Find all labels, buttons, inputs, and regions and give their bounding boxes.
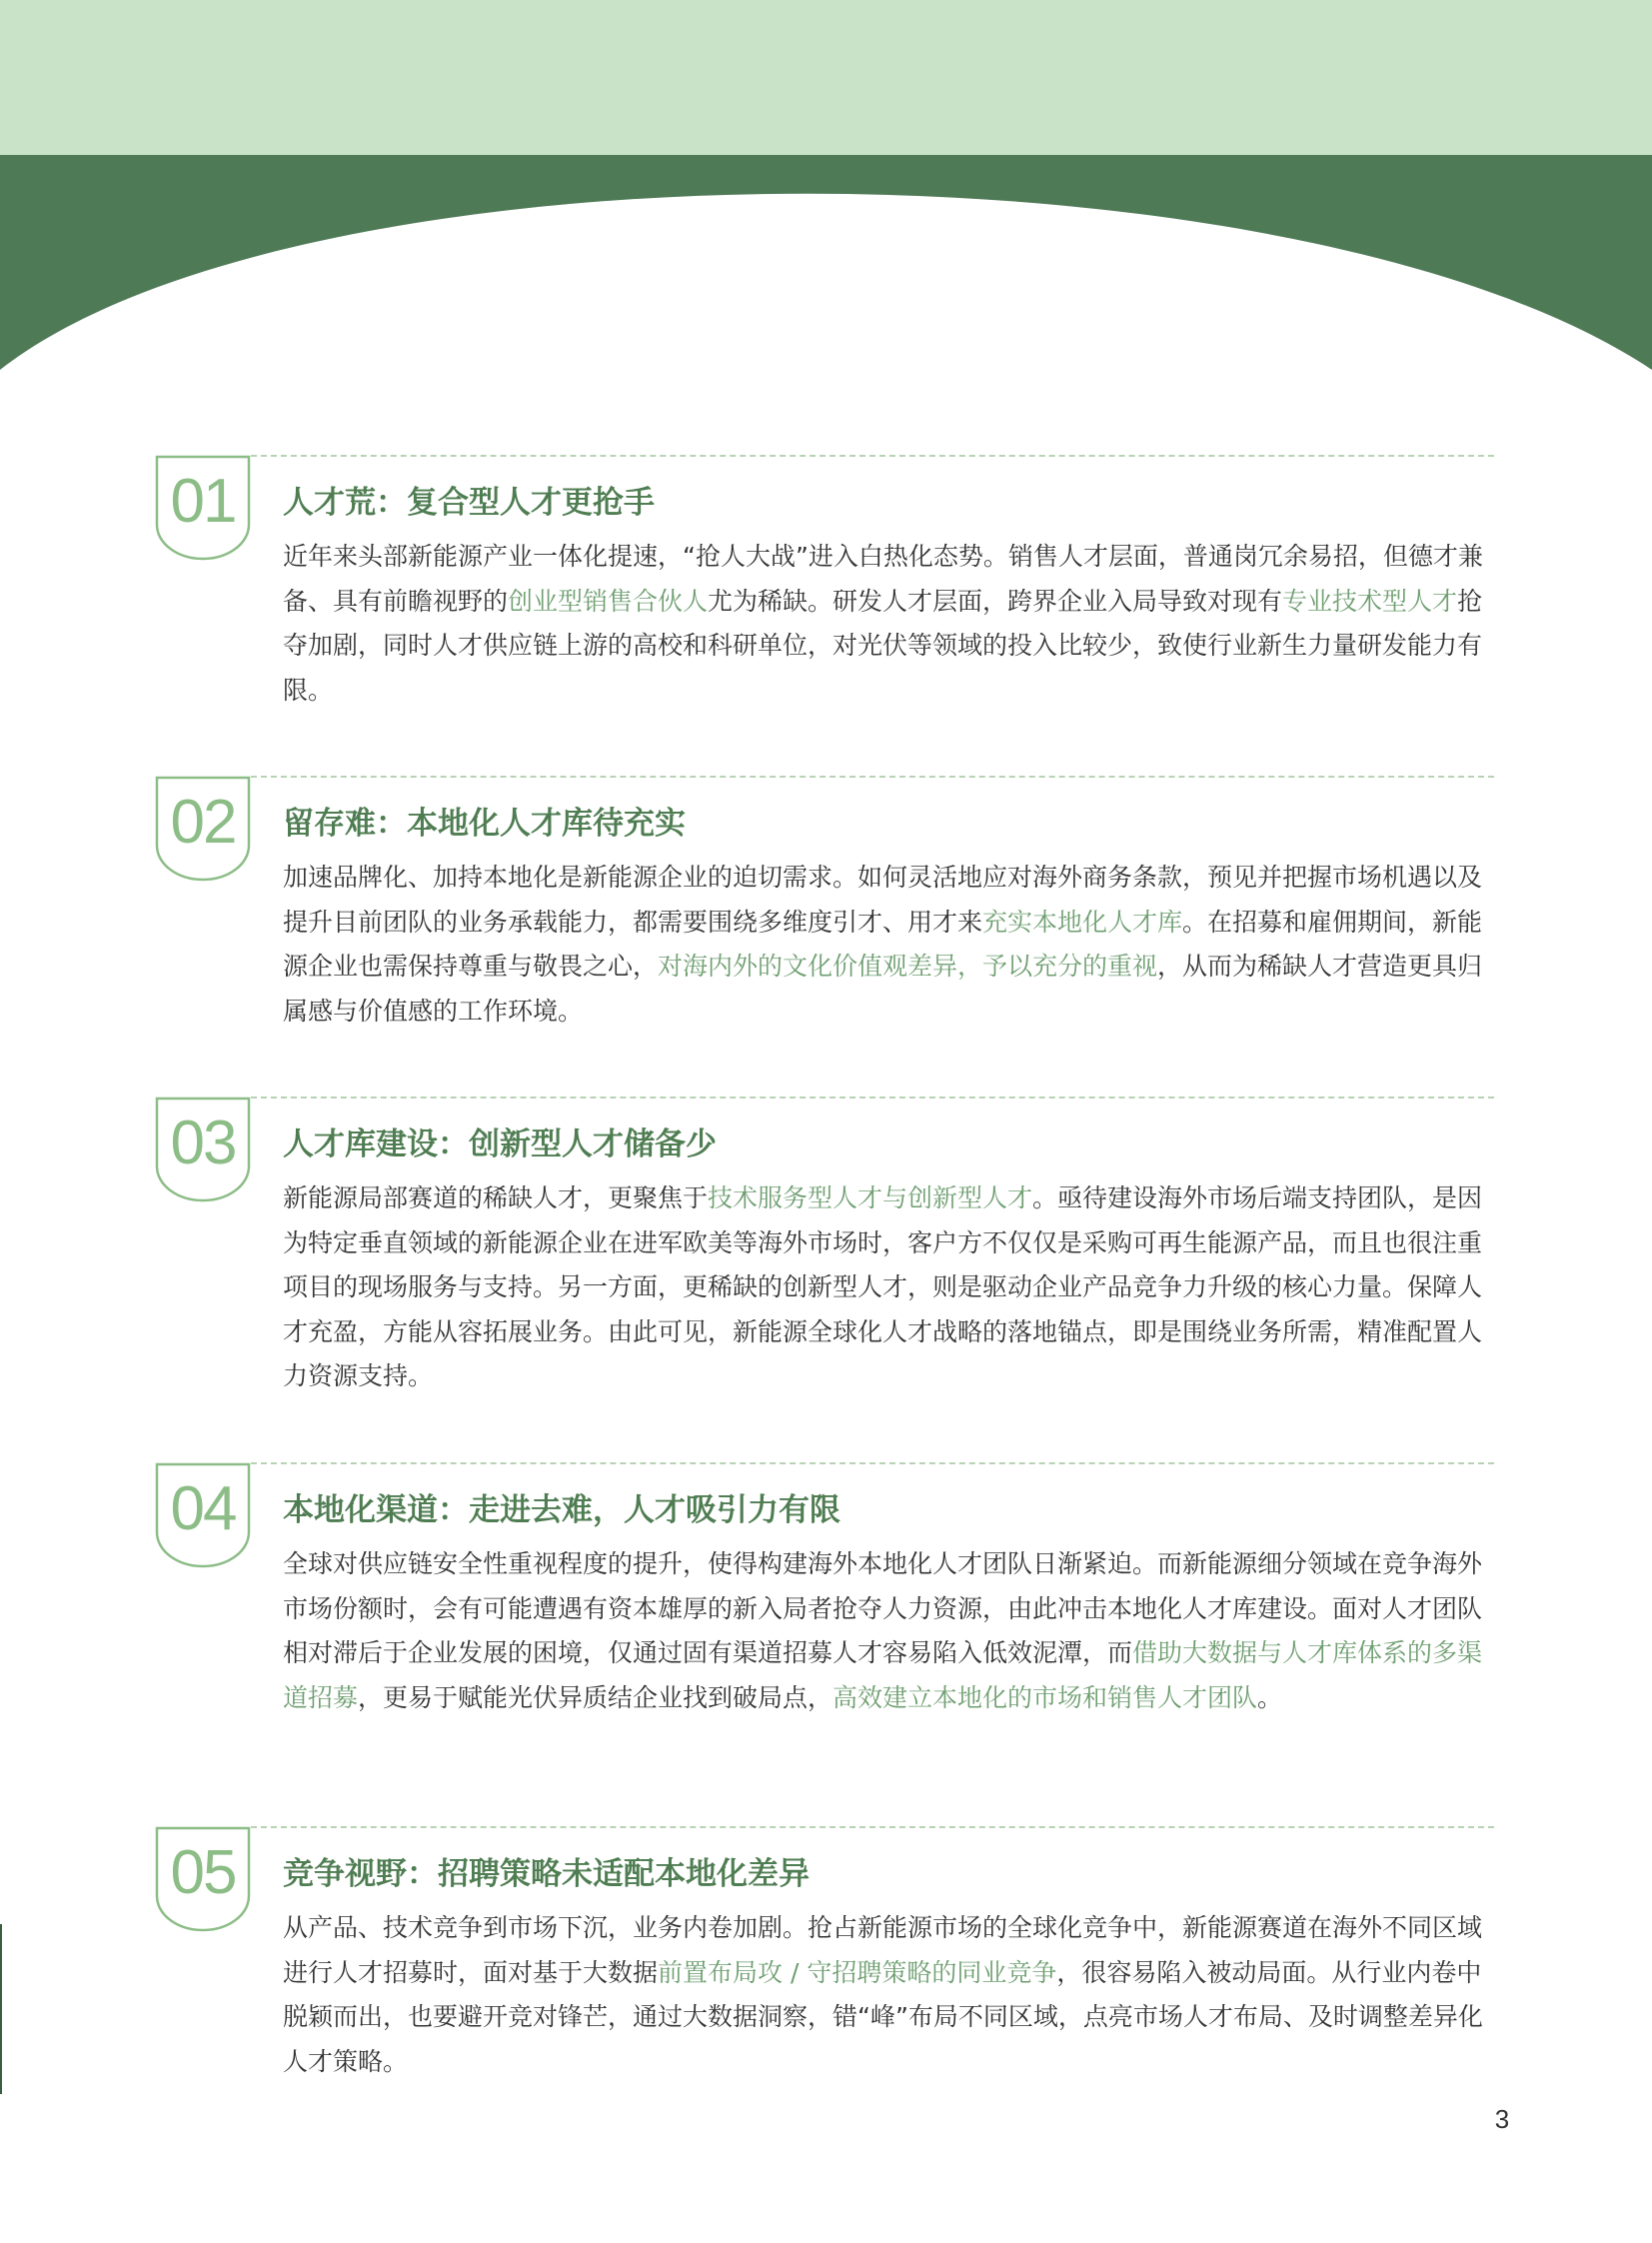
- section-number: 05: [170, 1838, 236, 1907]
- body-text: ，从而为稀缺人才营造更具归属感与价值感的工作环境。: [283, 952, 1483, 1026]
- body-text: 新能源局部赛道的稀缺人才，更聚焦于: [283, 1183, 709, 1212]
- highlight-text: 专业技术型人才: [1282, 586, 1458, 616]
- section-number-badge: [155, 1097, 251, 1202]
- body-text: ，更易于赋能光伏异质结企业找到破局点，: [358, 1682, 833, 1712]
- header-band: [0, 0, 1652, 158]
- body-text: 。在招募和雇佣期间，新能源企业也需保持尊重与敬畏之心，: [283, 907, 1483, 981]
- highlight-text: 创业型销售合伙人: [508, 586, 709, 616]
- body-text: 加速品牌化、加持本地化是新能源企业的迫切需求。如何灵活地应对海外商务条款，预见并把握市场机遇以及提升目前团队的业务承载能力，都需要围绕多维度引才、用才来: [283, 863, 1483, 937]
- body-text: ，很容易陷入被动局面。从行业内卷中脱颖而出，也要避开竞对锋芒，通过大数据洞察，错“峰”布局不同区域，点亮市场人才布局、及时调整差异化人才策略。: [283, 1957, 1483, 2076]
- section-title: 竞争视野：招聘策略未适配本地化差异: [283, 1856, 810, 1892]
- section-body: [283, 535, 1494, 713]
- section-title: 人才荒：复合型人才更抢手: [283, 485, 655, 521]
- section-body: [283, 1176, 1494, 1399]
- section-divider: [251, 776, 1494, 778]
- section-divider: [251, 1462, 1494, 1464]
- header-arc: [0, 155, 1652, 370]
- body-text: 抢夺加剧，同时人才供应链上游的高校和科研单位，对光伏等领域的投入比较少，致使行业新生力量研发能力有限。: [283, 586, 1483, 705]
- section-number-badge: [155, 1462, 251, 1568]
- section-body: [283, 1906, 1494, 2084]
- page-number: 3: [1494, 2104, 1510, 2134]
- highlight-text: 充实本地化人才库: [982, 907, 1183, 937]
- section-divider: [251, 1826, 1494, 1828]
- body-text: 近年来头部新能源产业一体化提速，“抢人大战”进入白热化态势。销售人才层面，普通岗冗余易招，但德才兼备、具有前瞻视野的: [283, 542, 1483, 616]
- section-body: [283, 856, 1494, 1034]
- highlight-text: 前置布局攻 / 守招聘策略的同业竞争: [658, 1957, 1057, 1987]
- section-number: 04: [170, 1474, 236, 1543]
- highlight-text: 对海内外的文化价值观差异，予以充分的重视: [658, 952, 1158, 981]
- section-number: 02: [170, 788, 236, 857]
- body-text: 。: [1257, 1682, 1283, 1712]
- highlight-text: 借助大数据与人才库体系的多渠道招募: [283, 1638, 1483, 1712]
- body-text: 从产品、技术竞争到市场下沉，业务内卷加剧。抢占新能源市场的全球化竞争中，新能源赛道在海外不同区域进行人才招募时，面对基于大数据: [283, 1913, 1483, 1987]
- body-text: 尤为稀缺。研发人才层面，跨界企业入局导致对现有: [708, 586, 1283, 616]
- section-number: 01: [170, 467, 236, 536]
- section-number-badge: [155, 776, 251, 882]
- side-mark: [0, 1924, 2, 2094]
- highlight-text: 高效建立本地化的市场和销售人才团队: [832, 1682, 1258, 1712]
- section-title: 本地化渠道：走进去难，人才吸引力有限: [283, 1492, 840, 1528]
- section-number-badge: [155, 455, 251, 561]
- section-number-badge: [155, 1826, 251, 1932]
- section-number: 03: [170, 1109, 236, 1177]
- body-text: 。亟待建设海外市场后端支持团队，是因为特定垂直领域的新能源企业在进军欧美等海外市场时，客户方不仅仅是采购可再生能源产品，而且也很注重项目的现场服务与支持。另一方面，更稀缺的创新型人才，则是驱动企业产品竞争力升级的核心力量。保障人才充盈，方能从容拓展业务。由此可见，新能源全球化人才战略的落地锚点，即是围绕业务所需，精准配置人力资源支持。: [283, 1183, 1483, 1390]
- section-title: 留存难：本地化人才库待充实: [283, 806, 686, 842]
- body-text: 全球对供应链安全性重视程度的提升，使得构建海外本地化人才团队日渐紧迫。而新能源细分领域在竞争海外市场份额时，会有可能遭遇有资本雄厚的新入局者抢夺人力资源，由此冲击本地化人才库建设。面对人才团队相对滞后于企业发展的困境，仅通过固有渠道招募人才容易陷入低效泥潭，而: [283, 1549, 1483, 1667]
- section-divider: [251, 455, 1494, 457]
- section-body: [283, 1542, 1494, 1720]
- section-title: 人才库建设：创新型人才储备少: [283, 1126, 717, 1162]
- section-divider: [251, 1097, 1494, 1099]
- highlight-text: 技术服务型人才与创新型人才: [708, 1183, 1033, 1212]
